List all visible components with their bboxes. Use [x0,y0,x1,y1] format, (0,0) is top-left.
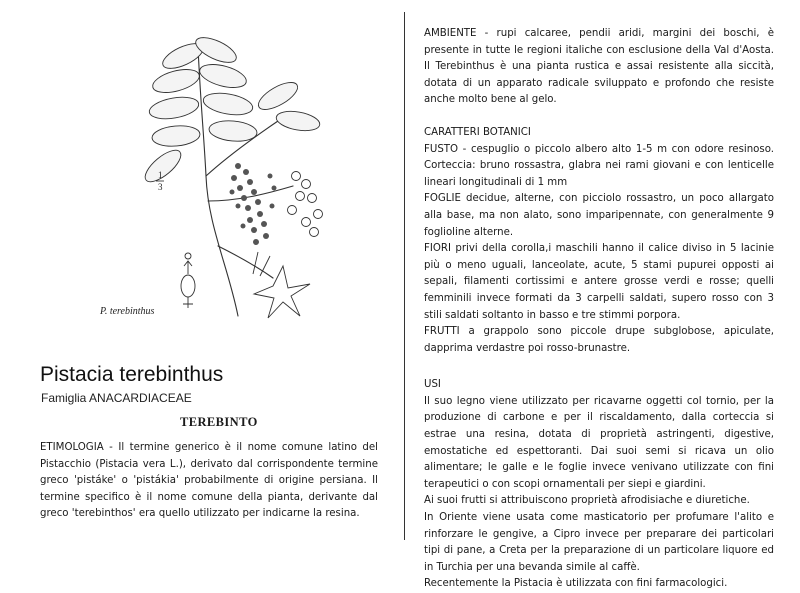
star-flower [254,266,310,318]
scale-label-bottom: 3 [158,182,163,192]
illustration-caption: P. terebinthus [100,306,155,317]
botanical-illustration [88,26,338,332]
usi-paragraph-4: Recentemente la Pistacia è utilizzata con fini farmacologici. [424,578,728,590]
fiori-paragraph: FIORI privi della corolla,i maschili hanno il calice diviso in 5 lacinie più o meno uguali, lanceolate, acute, 5 stami pupurei opposti ai sepali, filamenti cortissimi e antere grosse verdi e rosse; quelli femminili invece formati da 3 carpelli saldati, supero rosso con 3 stili saldati soltanto in basso e tre stimmi porpora. [424,243,774,321]
column-divider [404,12,405,540]
species-title: Pistacia terebinthus [40,363,224,386]
leaflet [202,90,255,118]
leaflet [150,65,202,97]
leaflet [151,124,201,148]
leaflet [208,119,258,143]
usi-heading: USI [424,379,441,391]
leaflet [197,60,249,92]
fusto-paragraph: FUSTO - cespuglio o piccolo albero alto 1-5 m con odore resinoso. Corteccia: bruno rossastra, glabra nei rami giovani e con lenticelle lineari longitudinali di 1 mm [424,143,774,188]
leaflet [192,33,239,68]
family-label: Famiglia ANACARDIACEAE [41,391,192,405]
fruit [310,228,319,237]
common-name-heading: TEREBINTO [180,415,258,429]
fruit [288,206,297,215]
leaflet [148,94,201,122]
fruit [314,210,323,219]
fruit [302,218,311,227]
leaflet [254,77,301,115]
foglie-paragraph: FOGLIE decidue, alterne, con picciolo rossastro, un poco allargato alla base, ma non alato, sono imparipennate, con generalmente 9 foglioline alterne. [424,193,774,238]
usi-paragraph-2: Ai suoi frutti si attribuiscono proprietà afrodisiache e diuretiche. [424,495,750,507]
branch [208,186,293,201]
etimologia-paragraph: ETIMOLOGIA - Il termine generico è il nome comune latino del Pistacchio (Pistacia vera L.), derivato dal corrispondente termine greco 'pistáke' o 'pistákia' probabilmente di origine persiana. Il termine specifico è il nome comune della pianta, derivante dal greco 'terebinthos' era quello utilizzato per indicarne la resina. [40,442,378,520]
fruit [296,192,305,201]
fruit [308,194,317,203]
branch [218,246,273,278]
fruit [292,172,301,181]
usi-paragraph-3: In Oriente viene usata come masticatorio per profumare l'alito e rinforzare le gengive, a Cipro invece per preparare dei particolari tipi di pane, a Creta per la preparazione di un particolare liquore ed in Turchia per una bevanda simile al caffè. [424,512,774,573]
ambiente-paragraph: AMBIENTE - rupi calcaree, pendii aridi, margini dei boschi, è presente in tutte le regioni italiche con esclusione della Val d'Aosta. Il Terebinthus è una pianta rustica e assai resistente alla siccità, dotata di un apparato radicale sviluppato e profondo che resiste anche molto bene al gelo. [424,28,774,106]
frutti-paragraph: FRUTTI a grappolo sono piccole drupe subglobose, apiculate, dapprima verdastre poi rosso-brunastre. [424,326,774,354]
caratteri-heading: CARATTERI BOTANICI [424,126,531,138]
scale-label-top: 1 [158,170,163,180]
fruit [302,180,311,189]
usi-paragraph-1: Il suo legno viene utilizzato per ricavarne oggetti col tornio, per la produzione di carbone e per il riscaldamento, dalla corteccia si estrae una resina, dotata di proprietà astringenti, digestive, emostatiche ed espettoranti. Dai suoi semi si ricava un olio alimentare; le galle e le foglie invece venivano utilizzate con fini terapeutici o con scopi ornamentali per siepi e giardini. [424,395,774,490]
right-column [424,26,774,593]
leaflet [275,108,321,133]
